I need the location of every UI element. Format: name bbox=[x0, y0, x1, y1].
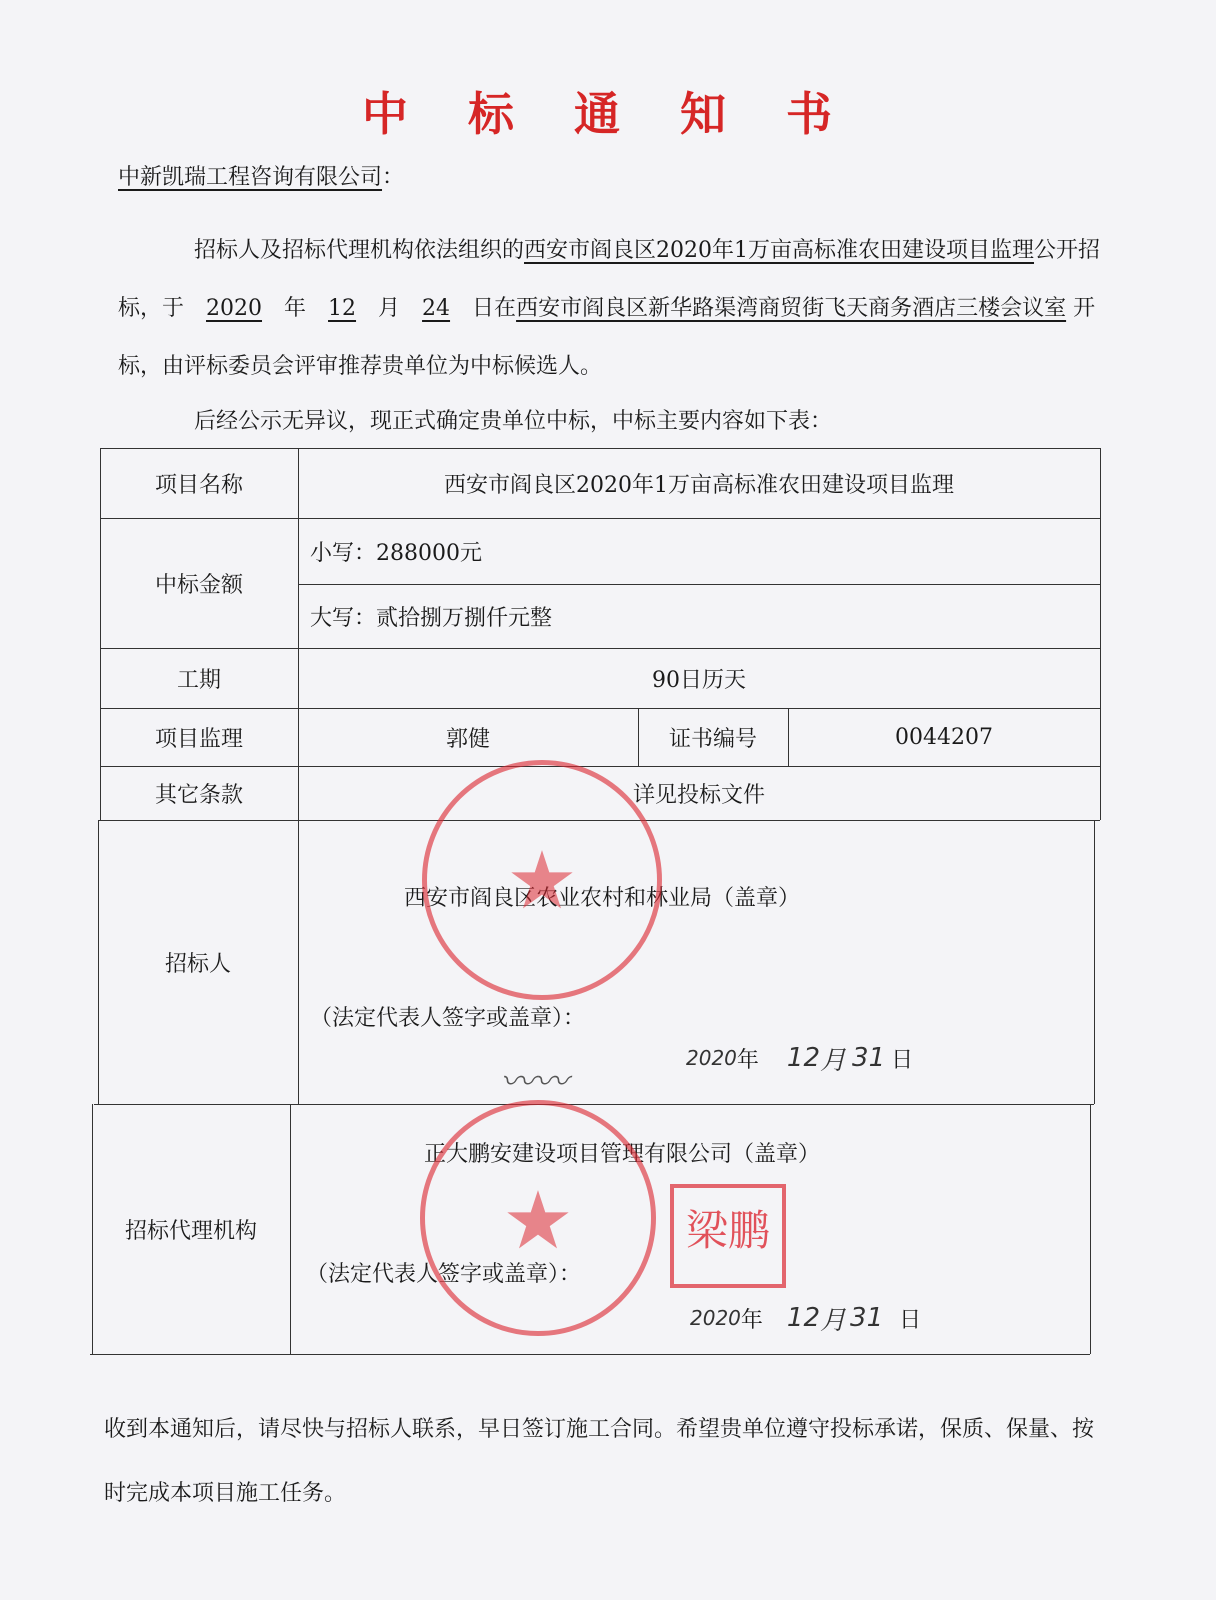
confirm-paragraph: 后经公示无异议，现正式确定贵单位中标，中标主要内容如下表： bbox=[194, 409, 833, 434]
tenderer-date-month-label: 月 bbox=[820, 1045, 847, 1076]
open-month: 12 bbox=[328, 296, 357, 321]
tenderer-signature-icon: 〰〰 bbox=[500, 1062, 568, 1102]
supervisor-label: 项目监理 bbox=[154, 726, 243, 752]
notice-paragraph bbox=[118, 222, 1103, 396]
cert-label: 证书编号 bbox=[668, 726, 757, 752]
tenderer-label: 招标人 bbox=[164, 951, 231, 977]
amount-label: 中标金额 bbox=[154, 572, 243, 598]
project-name-inline: 西安市阎良区2020年1万亩高标准农田建设项目监理 bbox=[524, 238, 1035, 263]
agent-date-month: 12 bbox=[786, 1303, 821, 1333]
para-text-2: 公开招标，于 bbox=[118, 238, 1101, 321]
tenderer-date-year: 2020 bbox=[686, 1046, 737, 1070]
seal-star-icon: ★ bbox=[502, 1174, 574, 1267]
amount-big: 大写：贰拾捌万捌仟元整 bbox=[310, 605, 553, 631]
venue: 西安市阎良区新华路渠湾商贸街飞天商务酒店三楼会议室 bbox=[516, 296, 1067, 321]
tenderer-rep-label: （法定代表人签字或盖章）： bbox=[310, 1005, 586, 1031]
agent-rep-label: （法定代表人签字或盖章）： bbox=[306, 1261, 582, 1287]
addressee-name: 中新凯瑞工程咨询有限公司 bbox=[118, 165, 383, 190]
addressee bbox=[118, 160, 404, 191]
cert-value: 0044207 bbox=[895, 724, 993, 750]
supervisor-value: 郭健 bbox=[445, 726, 490, 752]
other-label: 其它条款 bbox=[154, 782, 243, 808]
period-value: 90日历天 bbox=[652, 667, 746, 693]
seal-star-icon: ★ bbox=[506, 834, 578, 927]
open-year: 2020 bbox=[206, 296, 263, 321]
addressee-suffix: ： bbox=[382, 165, 405, 190]
other-value: 详见投标文件 bbox=[632, 782, 765, 808]
project-name-value: 西安市阎良区2020年1万亩高标准农田建设项目监理 bbox=[444, 472, 954, 498]
closing-paragraph: 收到本通知后，请尽快与招标人联系，早日签订施工合同。希望贵单位遵守投标承诺，保质、保量、按时完成本项目施工任务。 bbox=[104, 1417, 1095, 1506]
period-label: 工期 bbox=[176, 667, 221, 693]
project-name-label: 项目名称 bbox=[154, 472, 243, 498]
agent-label: 招标代理机构 bbox=[124, 1218, 257, 1244]
tenderer-value: 西安市阎良区农业农村和林业局（盖章） bbox=[404, 885, 801, 911]
year-label: 年 bbox=[284, 296, 307, 321]
agent-date-day-label: 日 bbox=[899, 1307, 922, 1333]
tenderer-date-year-label: 年 bbox=[736, 1047, 759, 1073]
para-text-1: 招标人及招标代理机构依法组织的 bbox=[194, 238, 525, 263]
para-text-3: 开标，由评标委员会评审推荐贵单位为中标候选人。 bbox=[118, 296, 1096, 379]
tenderer-date-month: 12 bbox=[786, 1043, 821, 1073]
agent-date-year: 2020 bbox=[690, 1306, 741, 1330]
day-label: 日在 bbox=[472, 296, 517, 321]
agent-date bbox=[690, 1296, 950, 1340]
agent-date-month-label: 月 bbox=[820, 1305, 847, 1336]
open-day: 24 bbox=[422, 296, 451, 321]
amount-small: 小写：288000元 bbox=[310, 540, 482, 566]
tenderer-date bbox=[686, 1036, 946, 1080]
month-label: 月 bbox=[378, 296, 401, 321]
agent-date-day: 31 bbox=[850, 1303, 884, 1333]
agent-date-year-label: 年 bbox=[740, 1307, 763, 1333]
tenderer-date-day: 31 bbox=[852, 1043, 886, 1073]
personal-seal-icon: 梁鹏 bbox=[670, 1184, 786, 1288]
agent-value: 正大鹏安建设项目管理有限公司（盖章） bbox=[424, 1141, 821, 1167]
document-title: 中 标 通 知 书 bbox=[361, 87, 855, 141]
tenderer-date-day-label: 日 bbox=[891, 1047, 914, 1073]
